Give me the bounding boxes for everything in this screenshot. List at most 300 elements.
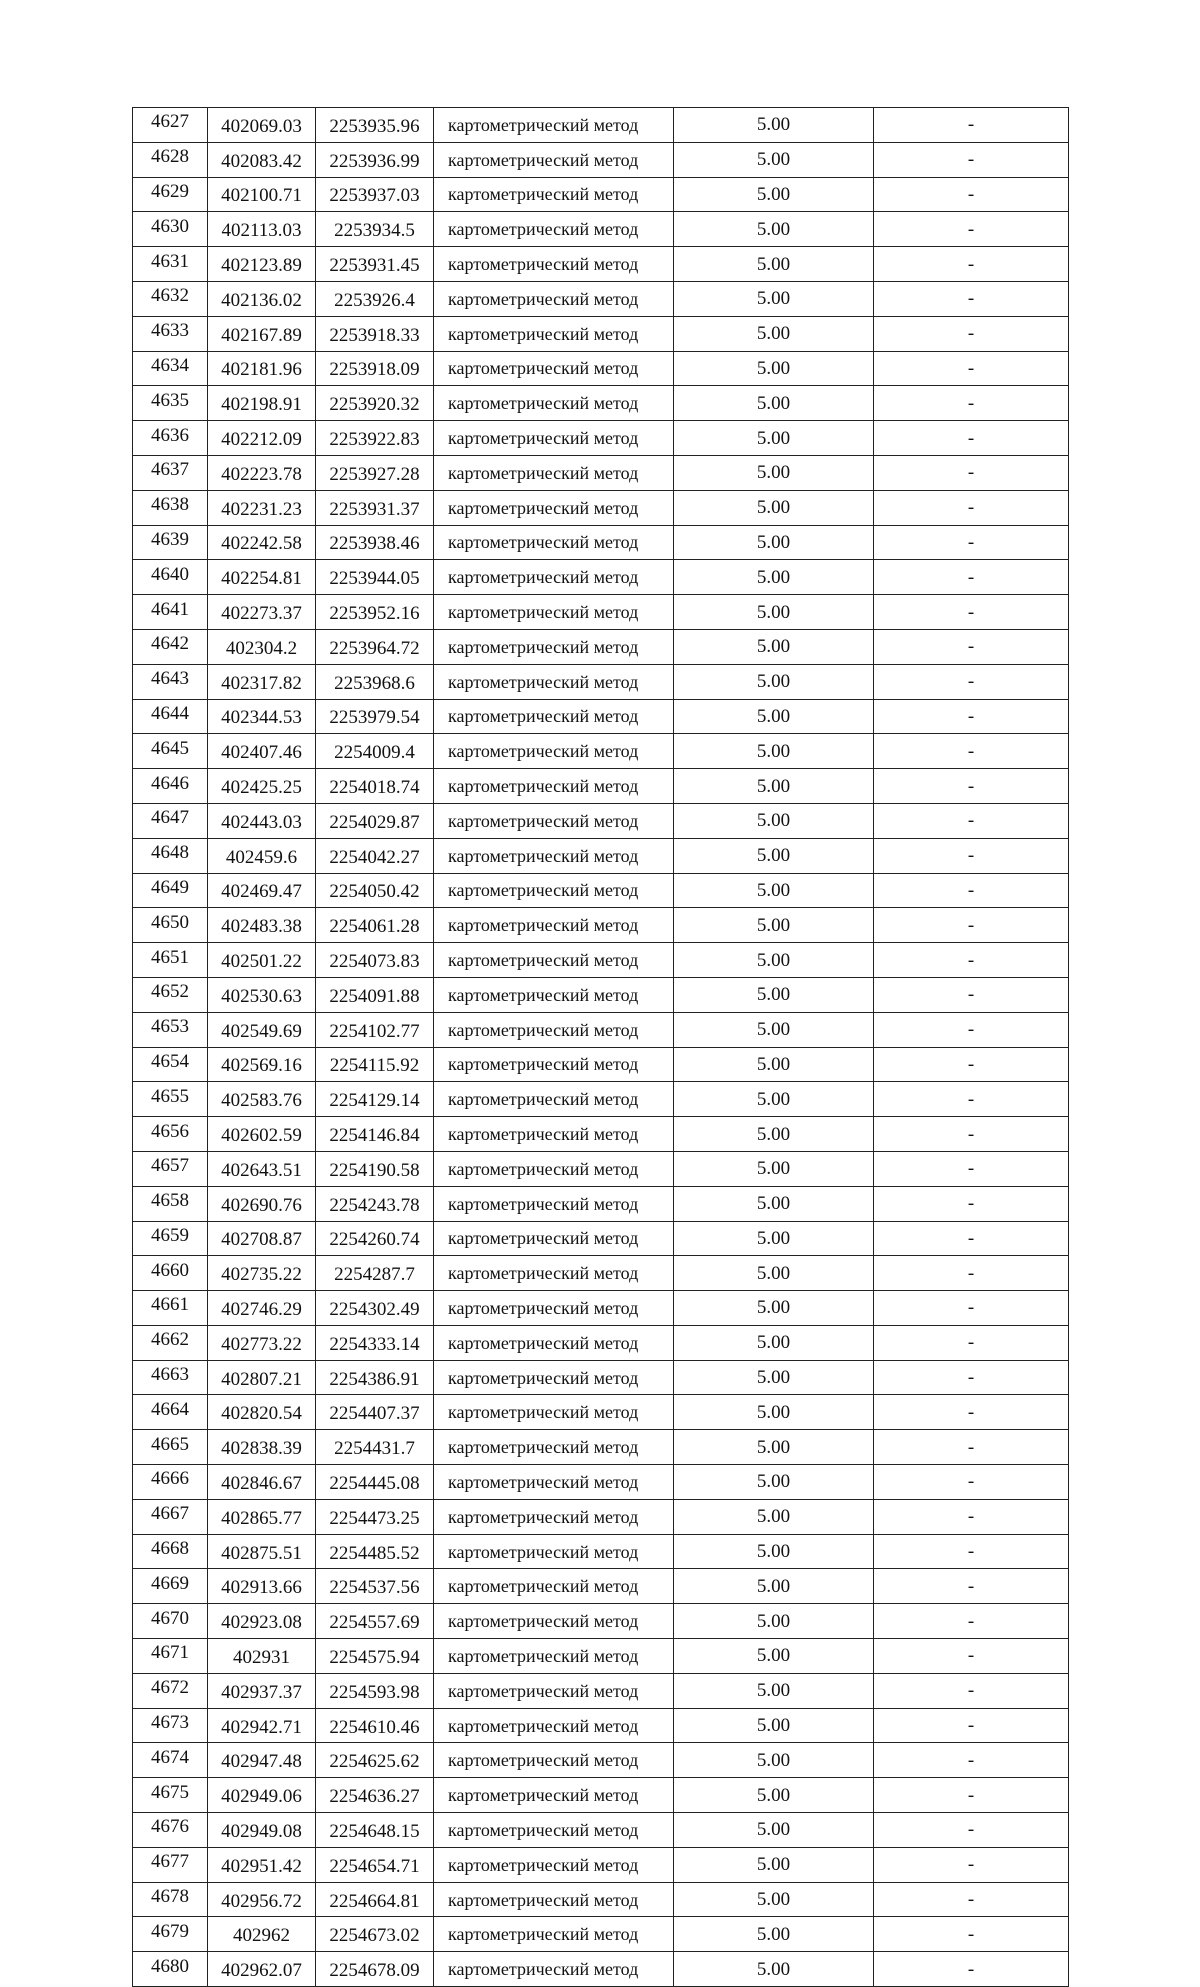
method-cell: картометрический метод xyxy=(434,1256,674,1291)
point-number-cell: 4641 xyxy=(133,595,208,630)
note-cell: - xyxy=(874,1186,1069,1221)
accuracy-cell: 5.00 xyxy=(674,490,874,525)
note-cell: - xyxy=(874,1430,1069,1465)
y-coordinate-cell: 2254190.58 xyxy=(316,1151,434,1186)
note-cell: - xyxy=(874,1604,1069,1639)
x-coordinate-cell: 402942.71 xyxy=(208,1708,316,1743)
x-coordinate-cell: 402113.03 xyxy=(208,212,316,247)
y-coordinate-cell: 2253931.37 xyxy=(316,490,434,525)
y-coordinate-cell: 2254115.92 xyxy=(316,1047,434,1082)
y-coordinate-cell: 2254648.15 xyxy=(316,1813,434,1848)
note-cell: - xyxy=(874,629,1069,664)
point-number-cell: 4631 xyxy=(133,247,208,282)
accuracy-cell: 5.00 xyxy=(674,1256,874,1291)
note-cell: - xyxy=(874,908,1069,943)
method-cell: картометрический метод xyxy=(434,1291,674,1326)
y-coordinate-cell: 2254431.7 xyxy=(316,1430,434,1465)
method-cell: картометрический метод xyxy=(434,1952,674,1987)
table-row xyxy=(133,803,1069,838)
method-cell: картометрический метод xyxy=(434,108,674,143)
method-cell: картометрический метод xyxy=(434,1395,674,1430)
x-coordinate-cell: 402838.39 xyxy=(208,1430,316,1465)
point-number-cell: 4671 xyxy=(133,1639,208,1674)
table-row xyxy=(133,351,1069,386)
method-cell: картометрический метод xyxy=(434,1465,674,1500)
accuracy-cell: 5.00 xyxy=(674,943,874,978)
y-coordinate-cell: 2254333.14 xyxy=(316,1325,434,1360)
table-row xyxy=(133,1117,1069,1152)
accuracy-cell: 5.00 xyxy=(674,873,874,908)
x-coordinate-cell: 402690.76 xyxy=(208,1186,316,1221)
note-cell: - xyxy=(874,1708,1069,1743)
y-coordinate-cell: 2253926.4 xyxy=(316,281,434,316)
method-cell: картометрический метод xyxy=(434,1047,674,1082)
point-number-cell: 4644 xyxy=(133,699,208,734)
table-row xyxy=(133,1499,1069,1534)
method-cell: картометрический метод xyxy=(434,595,674,630)
point-number-cell: 4663 xyxy=(133,1360,208,1395)
accuracy-cell: 5.00 xyxy=(674,838,874,873)
accuracy-cell: 5.00 xyxy=(674,769,874,804)
x-coordinate-cell: 402443.03 xyxy=(208,803,316,838)
note-cell: - xyxy=(874,1291,1069,1326)
x-coordinate-cell: 402181.96 xyxy=(208,351,316,386)
point-number-cell: 4662 xyxy=(133,1325,208,1360)
table-row xyxy=(133,212,1069,247)
table-row xyxy=(133,1430,1069,1465)
accuracy-cell: 5.00 xyxy=(674,908,874,943)
method-cell: картометрический метод xyxy=(434,838,674,873)
y-coordinate-cell: 2254073.83 xyxy=(316,943,434,978)
table-row xyxy=(133,1639,1069,1674)
x-coordinate-cell: 402123.89 xyxy=(208,247,316,282)
table-row xyxy=(133,1813,1069,1848)
point-number-cell: 4646 xyxy=(133,769,208,804)
table-row xyxy=(133,1047,1069,1082)
y-coordinate-cell: 2253964.72 xyxy=(316,629,434,664)
accuracy-cell: 5.00 xyxy=(674,1047,874,1082)
point-number-cell: 4677 xyxy=(133,1847,208,1882)
y-coordinate-cell: 2253918.33 xyxy=(316,316,434,351)
point-number-cell: 4628 xyxy=(133,142,208,177)
point-number-cell: 4629 xyxy=(133,177,208,212)
method-cell: картометрический метод xyxy=(434,1639,674,1674)
y-coordinate-cell: 2254557.69 xyxy=(316,1604,434,1639)
y-coordinate-cell: 2254537.56 xyxy=(316,1569,434,1604)
x-coordinate-cell: 402931 xyxy=(208,1639,316,1674)
y-coordinate-cell: 2254625.62 xyxy=(316,1743,434,1778)
point-number-cell: 4637 xyxy=(133,455,208,490)
x-coordinate-cell: 402746.29 xyxy=(208,1291,316,1326)
point-number-cell: 4630 xyxy=(133,212,208,247)
y-coordinate-cell: 2254673.02 xyxy=(316,1917,434,1952)
table-row xyxy=(133,490,1069,525)
accuracy-cell: 5.00 xyxy=(674,1430,874,1465)
method-cell: картометрический метод xyxy=(434,1673,674,1708)
x-coordinate-cell: 402807.21 xyxy=(208,1360,316,1395)
table-row xyxy=(133,108,1069,143)
y-coordinate-cell: 2254129.14 xyxy=(316,1082,434,1117)
x-coordinate-cell: 402136.02 xyxy=(208,281,316,316)
note-cell: - xyxy=(874,734,1069,769)
note-cell: - xyxy=(874,1639,1069,1674)
x-coordinate-cell: 402846.67 xyxy=(208,1465,316,1500)
point-number-cell: 4648 xyxy=(133,838,208,873)
point-number-cell: 4638 xyxy=(133,490,208,525)
note-cell: - xyxy=(874,1047,1069,1082)
table-row xyxy=(133,699,1069,734)
y-coordinate-cell: 2254050.42 xyxy=(316,873,434,908)
method-cell: картометрический метод xyxy=(434,1151,674,1186)
note-cell: - xyxy=(874,1743,1069,1778)
point-number-cell: 4649 xyxy=(133,873,208,908)
table-row xyxy=(133,734,1069,769)
x-coordinate-cell: 402949.08 xyxy=(208,1813,316,1848)
table-row xyxy=(133,316,1069,351)
point-number-cell: 4642 xyxy=(133,629,208,664)
point-number-cell: 4664 xyxy=(133,1395,208,1430)
table-row xyxy=(133,1917,1069,1952)
accuracy-cell: 5.00 xyxy=(674,212,874,247)
point-number-cell: 4645 xyxy=(133,734,208,769)
x-coordinate-cell: 402951.42 xyxy=(208,1847,316,1882)
y-coordinate-cell: 2254678.09 xyxy=(316,1952,434,1987)
note-cell: - xyxy=(874,769,1069,804)
method-cell: картометрический метод xyxy=(434,1360,674,1395)
point-number-cell: 4655 xyxy=(133,1082,208,1117)
x-coordinate-cell: 402937.37 xyxy=(208,1673,316,1708)
table-row xyxy=(133,1569,1069,1604)
method-cell: картометрический метод xyxy=(434,1778,674,1813)
note-cell: - xyxy=(874,943,1069,978)
x-coordinate-cell: 402459.6 xyxy=(208,838,316,873)
note-cell: - xyxy=(874,699,1069,734)
accuracy-cell: 5.00 xyxy=(674,1395,874,1430)
note-cell: - xyxy=(874,455,1069,490)
accuracy-cell: 5.00 xyxy=(674,1465,874,1500)
method-cell: картометрический метод xyxy=(434,421,674,456)
x-coordinate-cell: 402242.58 xyxy=(208,525,316,560)
accuracy-cell: 5.00 xyxy=(674,1743,874,1778)
accuracy-cell: 5.00 xyxy=(674,977,874,1012)
table-row xyxy=(133,1743,1069,1778)
accuracy-cell: 5.00 xyxy=(674,1499,874,1534)
y-coordinate-cell: 2254664.81 xyxy=(316,1882,434,1917)
point-number-cell: 4650 xyxy=(133,908,208,943)
point-number-cell: 4666 xyxy=(133,1465,208,1500)
table-row xyxy=(133,455,1069,490)
note-cell: - xyxy=(874,1499,1069,1534)
point-number-cell: 4657 xyxy=(133,1151,208,1186)
x-coordinate-cell: 402708.87 xyxy=(208,1221,316,1256)
accuracy-cell: 5.00 xyxy=(674,1778,874,1813)
y-coordinate-cell: 2254018.74 xyxy=(316,769,434,804)
accuracy-cell: 5.00 xyxy=(674,1325,874,1360)
y-coordinate-cell: 2253927.28 xyxy=(316,455,434,490)
table-row xyxy=(133,1395,1069,1430)
point-number-cell: 4679 xyxy=(133,1917,208,1952)
table-row xyxy=(133,1465,1069,1500)
accuracy-cell: 5.00 xyxy=(674,1639,874,1674)
x-coordinate-cell: 402469.47 xyxy=(208,873,316,908)
point-number-cell: 4661 xyxy=(133,1291,208,1326)
x-coordinate-cell: 402167.89 xyxy=(208,316,316,351)
table-row xyxy=(133,1534,1069,1569)
accuracy-cell: 5.00 xyxy=(674,316,874,351)
method-cell: картометрический метод xyxy=(434,1917,674,1952)
note-cell: - xyxy=(874,490,1069,525)
table-row xyxy=(133,421,1069,456)
method-cell: картометрический метод xyxy=(434,1325,674,1360)
x-coordinate-cell: 402569.16 xyxy=(208,1047,316,1082)
y-coordinate-cell: 2254575.94 xyxy=(316,1639,434,1674)
x-coordinate-cell: 402304.2 xyxy=(208,629,316,664)
note-cell: - xyxy=(874,281,1069,316)
y-coordinate-cell: 2254260.74 xyxy=(316,1221,434,1256)
method-cell: картометрический метод xyxy=(434,1082,674,1117)
note-cell: - xyxy=(874,873,1069,908)
note-cell: - xyxy=(874,247,1069,282)
accuracy-cell: 5.00 xyxy=(674,1151,874,1186)
note-cell: - xyxy=(874,386,1069,421)
y-coordinate-cell: 2253931.45 xyxy=(316,247,434,282)
y-coordinate-cell: 2253920.32 xyxy=(316,386,434,421)
accuracy-cell: 5.00 xyxy=(674,525,874,560)
x-coordinate-cell: 402223.78 xyxy=(208,455,316,490)
method-cell: картометрический метод xyxy=(434,177,674,212)
point-number-cell: 4658 xyxy=(133,1186,208,1221)
point-number-cell: 4627 xyxy=(133,108,208,143)
note-cell: - xyxy=(874,1082,1069,1117)
method-cell: картометрический метод xyxy=(434,1117,674,1152)
y-coordinate-cell: 2254445.08 xyxy=(316,1465,434,1500)
point-number-cell: 4665 xyxy=(133,1430,208,1465)
x-coordinate-cell: 402530.63 xyxy=(208,977,316,1012)
x-coordinate-cell: 402865.77 xyxy=(208,1499,316,1534)
accuracy-cell: 5.00 xyxy=(674,1186,874,1221)
point-number-cell: 4632 xyxy=(133,281,208,316)
y-coordinate-cell: 2253938.46 xyxy=(316,525,434,560)
accuracy-cell: 5.00 xyxy=(674,1882,874,1917)
table-row xyxy=(133,943,1069,978)
x-coordinate-cell: 402273.37 xyxy=(208,595,316,630)
accuracy-cell: 5.00 xyxy=(674,1221,874,1256)
note-cell: - xyxy=(874,1360,1069,1395)
accuracy-cell: 5.00 xyxy=(674,1952,874,1987)
point-number-cell: 4656 xyxy=(133,1117,208,1152)
y-coordinate-cell: 2254029.87 xyxy=(316,803,434,838)
table-row xyxy=(133,525,1069,560)
x-coordinate-cell: 402069.03 xyxy=(208,108,316,143)
table-row xyxy=(133,1186,1069,1221)
x-coordinate-cell: 402231.23 xyxy=(208,490,316,525)
accuracy-cell: 5.00 xyxy=(674,1604,874,1639)
accuracy-cell: 5.00 xyxy=(674,1673,874,1708)
table-row xyxy=(133,142,1069,177)
note-cell: - xyxy=(874,1465,1069,1500)
y-coordinate-cell: 2254473.25 xyxy=(316,1499,434,1534)
method-cell: картометрический метод xyxy=(434,873,674,908)
note-cell: - xyxy=(874,1569,1069,1604)
note-cell: - xyxy=(874,977,1069,1012)
accuracy-cell: 5.00 xyxy=(674,177,874,212)
accuracy-cell: 5.00 xyxy=(674,1569,874,1604)
point-number-cell: 4674 xyxy=(133,1743,208,1778)
table-row xyxy=(133,177,1069,212)
accuracy-cell: 5.00 xyxy=(674,1917,874,1952)
method-cell: картометрический метод xyxy=(434,908,674,943)
method-cell: картометрический метод xyxy=(434,1534,674,1569)
point-number-cell: 4680 xyxy=(133,1952,208,1987)
x-coordinate-cell: 402602.59 xyxy=(208,1117,316,1152)
accuracy-cell: 5.00 xyxy=(674,734,874,769)
table-row xyxy=(133,1221,1069,1256)
accuracy-cell: 5.00 xyxy=(674,1082,874,1117)
y-coordinate-cell: 2254610.46 xyxy=(316,1708,434,1743)
x-coordinate-cell: 402254.81 xyxy=(208,560,316,595)
accuracy-cell: 5.00 xyxy=(674,1291,874,1326)
x-coordinate-cell: 402643.51 xyxy=(208,1151,316,1186)
method-cell: картометрический метод xyxy=(434,977,674,1012)
method-cell: картометрический метод xyxy=(434,803,674,838)
note-cell: - xyxy=(874,108,1069,143)
point-number-cell: 4676 xyxy=(133,1813,208,1848)
method-cell: картометрический метод xyxy=(434,734,674,769)
note-cell: - xyxy=(874,1151,1069,1186)
method-cell: картометрический метод xyxy=(434,1813,674,1848)
y-coordinate-cell: 2253936.99 xyxy=(316,142,434,177)
table-row xyxy=(133,1673,1069,1708)
method-cell: картометрический метод xyxy=(434,560,674,595)
x-coordinate-cell: 402407.46 xyxy=(208,734,316,769)
table-row xyxy=(133,1952,1069,1987)
note-cell: - xyxy=(874,803,1069,838)
table-body xyxy=(133,108,1069,1987)
point-number-cell: 4660 xyxy=(133,1256,208,1291)
method-cell: картометрический метод xyxy=(434,1221,674,1256)
y-coordinate-cell: 2254485.52 xyxy=(316,1534,434,1569)
y-coordinate-cell: 2254243.78 xyxy=(316,1186,434,1221)
x-coordinate-cell: 402820.54 xyxy=(208,1395,316,1430)
note-cell: - xyxy=(874,595,1069,630)
y-coordinate-cell: 2253922.83 xyxy=(316,421,434,456)
method-cell: картометрический метод xyxy=(434,1186,674,1221)
method-cell: картометрический метод xyxy=(434,699,674,734)
accuracy-cell: 5.00 xyxy=(674,629,874,664)
table-row xyxy=(133,1847,1069,1882)
point-number-cell: 4668 xyxy=(133,1534,208,1569)
method-cell: картометрический метод xyxy=(434,351,674,386)
table-row xyxy=(133,1256,1069,1291)
method-cell: картометрический метод xyxy=(434,1708,674,1743)
y-coordinate-cell: 2254407.37 xyxy=(316,1395,434,1430)
x-coordinate-cell: 402956.72 xyxy=(208,1882,316,1917)
x-coordinate-cell: 402212.09 xyxy=(208,421,316,456)
table-row xyxy=(133,247,1069,282)
method-cell: картометрический метод xyxy=(434,1499,674,1534)
x-coordinate-cell: 402735.22 xyxy=(208,1256,316,1291)
method-cell: картометрический метод xyxy=(434,316,674,351)
point-number-cell: 4634 xyxy=(133,351,208,386)
x-coordinate-cell: 402962 xyxy=(208,1917,316,1952)
method-cell: картометрический метод xyxy=(434,1569,674,1604)
accuracy-cell: 5.00 xyxy=(674,560,874,595)
accuracy-cell: 5.00 xyxy=(674,386,874,421)
table-row xyxy=(133,838,1069,873)
x-coordinate-cell: 402344.53 xyxy=(208,699,316,734)
y-coordinate-cell: 2254287.7 xyxy=(316,1256,434,1291)
x-coordinate-cell: 402773.22 xyxy=(208,1325,316,1360)
table-row xyxy=(133,1360,1069,1395)
y-coordinate-cell: 2253979.54 xyxy=(316,699,434,734)
table-row xyxy=(133,595,1069,630)
method-cell: картометрический метод xyxy=(434,525,674,560)
accuracy-cell: 5.00 xyxy=(674,142,874,177)
method-cell: картометрический метод xyxy=(434,281,674,316)
y-coordinate-cell: 2253968.6 xyxy=(316,664,434,699)
accuracy-cell: 5.00 xyxy=(674,1117,874,1152)
accuracy-cell: 5.00 xyxy=(674,351,874,386)
y-coordinate-cell: 2253944.05 xyxy=(316,560,434,595)
accuracy-cell: 5.00 xyxy=(674,1813,874,1848)
accuracy-cell: 5.00 xyxy=(674,803,874,838)
method-cell: картометрический метод xyxy=(434,629,674,664)
note-cell: - xyxy=(874,1395,1069,1430)
table-row xyxy=(133,1012,1069,1047)
note-cell: - xyxy=(874,560,1069,595)
method-cell: картометрический метод xyxy=(434,664,674,699)
note-cell: - xyxy=(874,351,1069,386)
method-cell: картометрический метод xyxy=(434,455,674,490)
note-cell: - xyxy=(874,664,1069,699)
x-coordinate-cell: 402501.22 xyxy=(208,943,316,978)
x-coordinate-cell: 402923.08 xyxy=(208,1604,316,1639)
y-coordinate-cell: 2254102.77 xyxy=(316,1012,434,1047)
accuracy-cell: 5.00 xyxy=(674,664,874,699)
method-cell: картометрический метод xyxy=(434,212,674,247)
table-row xyxy=(133,1082,1069,1117)
point-number-cell: 4636 xyxy=(133,421,208,456)
y-coordinate-cell: 2254061.28 xyxy=(316,908,434,943)
point-number-cell: 4635 xyxy=(133,386,208,421)
accuracy-cell: 5.00 xyxy=(674,699,874,734)
point-number-cell: 4659 xyxy=(133,1221,208,1256)
method-cell: картометрический метод xyxy=(434,1604,674,1639)
point-number-cell: 4647 xyxy=(133,803,208,838)
point-number-cell: 4673 xyxy=(133,1708,208,1743)
point-number-cell: 4672 xyxy=(133,1673,208,1708)
table-row xyxy=(133,1604,1069,1639)
table-row xyxy=(133,1291,1069,1326)
x-coordinate-cell: 402425.25 xyxy=(208,769,316,804)
note-cell: - xyxy=(874,316,1069,351)
x-coordinate-cell: 402549.69 xyxy=(208,1012,316,1047)
table-row xyxy=(133,1708,1069,1743)
table-row xyxy=(133,560,1069,595)
table-row xyxy=(133,1325,1069,1360)
y-coordinate-cell: 2254386.91 xyxy=(316,1360,434,1395)
note-cell: - xyxy=(874,1847,1069,1882)
accuracy-cell: 5.00 xyxy=(674,1012,874,1047)
x-coordinate-cell: 402949.06 xyxy=(208,1778,316,1813)
note-cell: - xyxy=(874,1117,1069,1152)
y-coordinate-cell: 2254636.27 xyxy=(316,1778,434,1813)
y-coordinate-cell: 2254146.84 xyxy=(316,1117,434,1152)
y-coordinate-cell: 2254593.98 xyxy=(316,1673,434,1708)
table-row xyxy=(133,977,1069,1012)
x-coordinate-cell: 402100.71 xyxy=(208,177,316,212)
y-coordinate-cell: 2254302.49 xyxy=(316,1291,434,1326)
